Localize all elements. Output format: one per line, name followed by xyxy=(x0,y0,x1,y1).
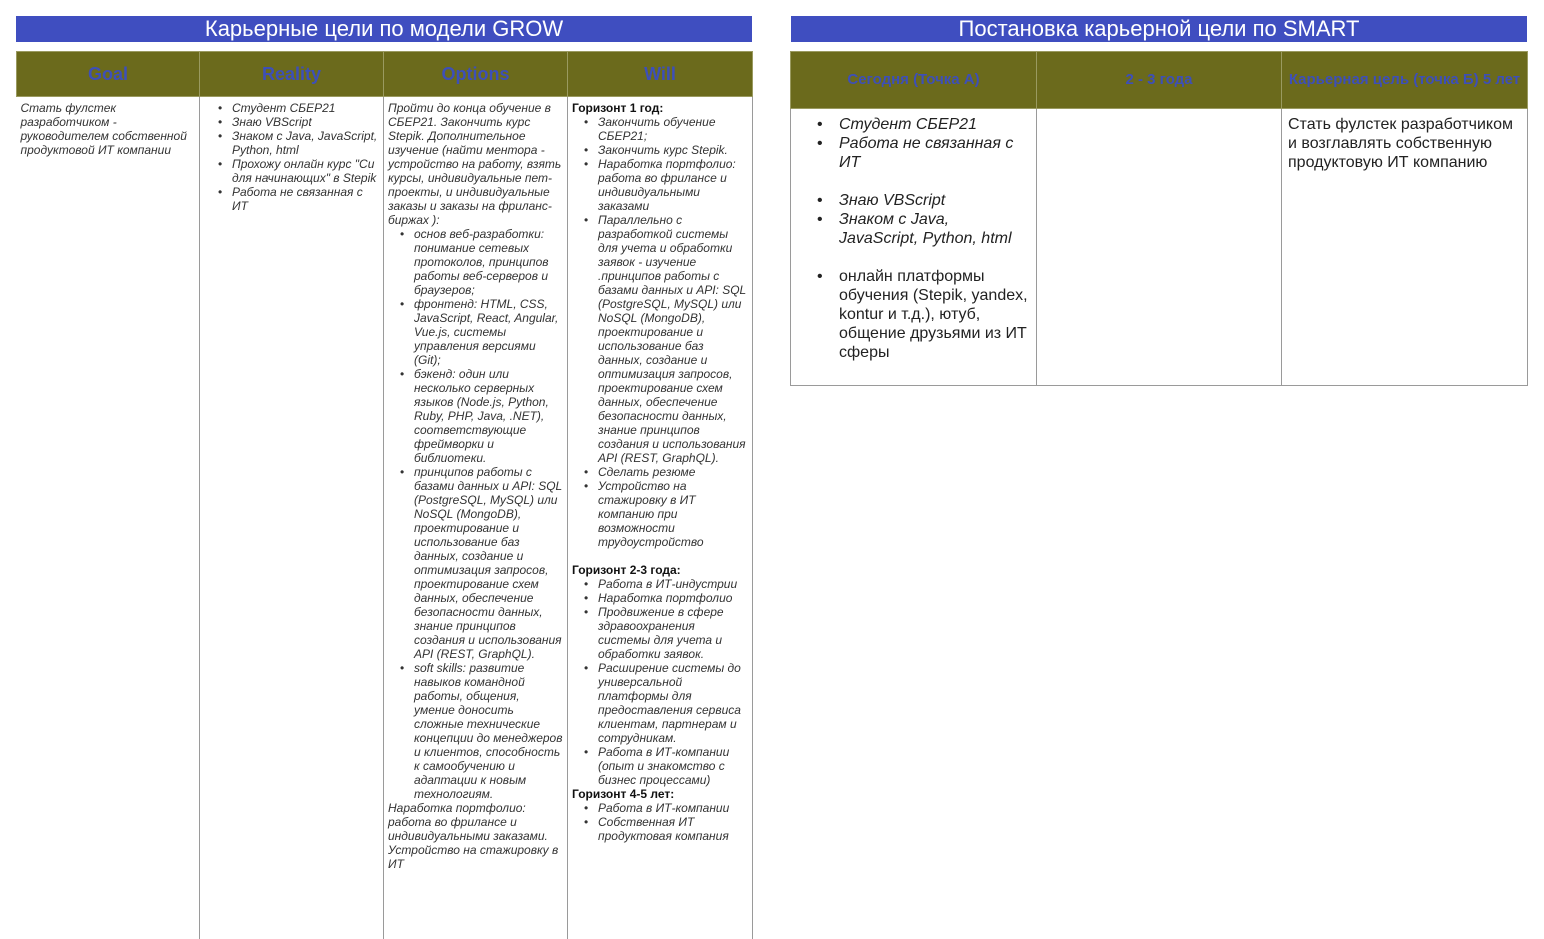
list-item: • Закончить обучение СБЕР21; xyxy=(584,115,748,143)
list-item: • Работа не связанная с ИТ xyxy=(817,134,1032,172)
list-item: • Продвижение в сфере здравоохранения системы для учета и обработки заявок. xyxy=(584,605,748,661)
header-goal: Goal xyxy=(17,52,200,97)
today-list-1 xyxy=(797,115,1032,172)
horizon-1-title: Горизонт 1 год: xyxy=(572,101,748,115)
list-item: • принципов работы с базами данных и API: SQL (PostgreSQL, MySQL) или NoSQL (MongoDB), проектирование и использование баз данных, создание и оптимизация запросов, проектирование схем данных, обеспечение безопасности данных, знание принципов создания и использования API (REST, GraphQL). xyxy=(400,465,563,661)
mid-cell xyxy=(1037,109,1282,386)
horizon-3-title: Горизонт 4-5 лет: xyxy=(572,787,748,801)
list-item: • онлайн платформы обучения (Stepik, yandex, kontur и т.д.), ютуб, общение друзьями из ИТ сферы xyxy=(817,267,1032,362)
options-outro: Наработка портфолио: работа во фрилансе и индивидуальными заказами. Устройство на стажировку в ИТ xyxy=(388,801,563,871)
list-item: • Прохожу онлайн курс "Си для начинающих" в Stepik xyxy=(218,157,379,185)
list-item: • Наработка портфолио: работа во фрилансе и индивидуальными заказами xyxy=(584,157,748,213)
list-item: • Студент СБЕР21 xyxy=(218,101,379,115)
goal-text: Стать фулстек разработчиком - руководителем собственной продуктовой ИТ компании xyxy=(21,101,196,157)
header-will: Will xyxy=(568,52,753,97)
grow-body-row xyxy=(17,97,753,939)
goal-5y-cell: Стать фулстек разработчиком и возглавлять собственную продуктовую ИТ компанию xyxy=(1282,109,1528,386)
list-item: • Параллельно с разработкой системы для учета и обработки заявок - изучение .принципов работы с базами данных и API: SQL (PostgreSQL, MySQL) или NoSQL (MongoDB), проектирование и использование баз данных, создание и оптимизация запросов, проектирование схем данных, обеспечение безопасности данных, знание принципов создания и использования API (REST, GraphQL). xyxy=(584,213,748,465)
horizon-2-list xyxy=(572,577,748,787)
smart-body-row xyxy=(791,109,1528,386)
smart-title: Постановка карьерной цели по SMART xyxy=(791,16,1527,42)
list-item: • Сделать резюме xyxy=(584,465,748,479)
list-item: • Работа не связанная с ИТ xyxy=(218,185,379,213)
list-item: • основ веб-разработки: понимание сетевых протоколов, принципов работы веб-серверов и браузеров; xyxy=(400,227,563,297)
options-intro: Пройти до конца обучение в СБЕР21. Закончить курс Stepik. Дополнительное изучение (найти ментора - устройство на работу, взять курсы, индивидуальные пет-проекты, и индивидуальные заказы и заказы на фриланс-биржах ): xyxy=(388,101,563,227)
grow-title: Карьерные цели по модели GROW xyxy=(16,16,752,42)
header-options: Options xyxy=(384,52,568,97)
list-item: • бэкенд: один или несколько серверных языков (Node.js, Python, Ruby, PHP, Java, .NET), соответствующие фреймворки и библиотеки. xyxy=(400,367,563,465)
header-reality: Reality xyxy=(200,52,384,97)
list-item: • Знаком с Java, JavaScript, Python, html xyxy=(817,210,1032,248)
horizon-1-list xyxy=(572,115,748,549)
grow-table xyxy=(16,51,753,939)
options-list xyxy=(388,227,563,801)
today-cell xyxy=(791,109,1037,386)
header-goal-5y: Карьерная цель (точка Б) 5 лет xyxy=(1282,52,1528,109)
options-cell xyxy=(384,97,568,939)
list-item: • Устройство на стажировку в ИТ компанию при возможности трудоустройство xyxy=(584,479,748,549)
list-item: • Работа в ИТ-компании xyxy=(584,801,748,815)
will-cell xyxy=(568,97,753,939)
horizon-2-title: Горизонт 2-3 года: xyxy=(572,563,748,577)
list-item: • Знаю VBScript xyxy=(218,115,379,129)
list-item: • soft skills: развитие навыков командной работы, общения, умение доносить сложные технические концепции до менеджеров и клиентов, способность к самообучению и адаптации к новым технологиям. xyxy=(400,661,563,801)
smart-table xyxy=(790,51,1528,386)
list-item: • Работа в ИТ-индустрии xyxy=(584,577,748,591)
header-mid: 2 - 3 года xyxy=(1037,52,1282,109)
list-item: • Работа в ИТ-компании (опыт и знакомство с бизнес процессами) xyxy=(584,745,748,787)
header-today: Сегодня (Точка А) xyxy=(791,52,1037,109)
grow-header-row xyxy=(17,52,753,97)
list-item: • Студент СБЕР21 xyxy=(817,115,1032,134)
list-item: • Расширение системы до универсальной платформы для предоставления сервиса клиентам, партнерам и сотрудникам. xyxy=(584,661,748,745)
list-item: • Собственная ИТ продуктовая компания xyxy=(584,815,748,843)
today-list-3 xyxy=(797,267,1032,362)
today-list-2 xyxy=(797,191,1032,248)
list-item: • фронтенд: HTML, CSS, JavaScript, React, Angular, Vue.js, системы управления версиями (Git); xyxy=(400,297,563,367)
list-item: • Закончить курс Stepik. xyxy=(584,143,748,157)
list-item: • Знаю VBScript xyxy=(817,191,1032,210)
reality-list xyxy=(204,101,379,213)
goal-cell xyxy=(17,97,200,939)
list-item: • Знаком с Java, JavaScript, Python, html xyxy=(218,129,379,157)
reality-cell xyxy=(200,97,384,939)
list-item: • Наработка портфолио xyxy=(584,591,748,605)
horizon-3-list xyxy=(572,801,748,843)
smart-header-row xyxy=(791,52,1528,109)
